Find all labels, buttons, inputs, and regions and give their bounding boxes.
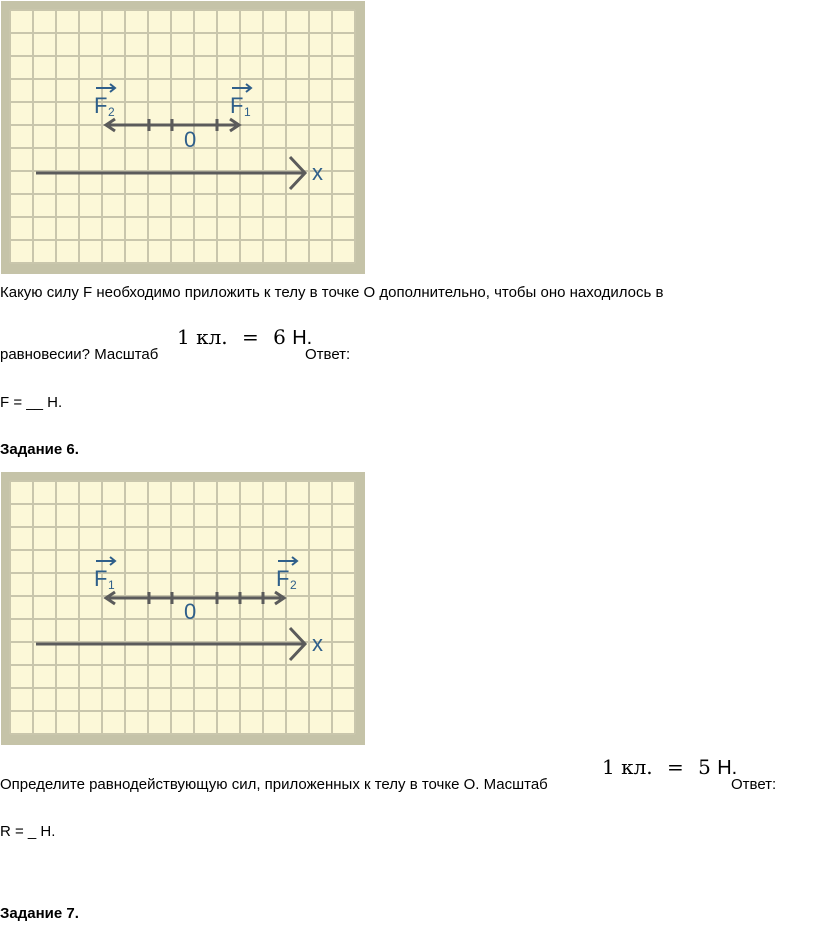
origin-label: 0: [184, 127, 197, 152]
task-6-question: Определите равнодействующую сил, приложенных к телу в точке O. Масштаб: [0, 776, 548, 793]
scale-number: 6: [273, 325, 286, 349]
diagram-background: [10, 481, 355, 734]
diagram-background: [10, 10, 355, 263]
scale-equals: =: [242, 325, 259, 349]
vector-left-index: 2: [108, 105, 115, 119]
vector-right-letter: F: [230, 93, 244, 118]
vector-right-letter: F: [276, 566, 290, 591]
answer-label-2: Ответ:: [731, 776, 777, 793]
scale-cell: 1 кл.: [177, 325, 228, 349]
force-diagram-1: [0, 0, 366, 275]
vector-left-index: 1: [108, 578, 115, 592]
force-diagram-1-svg: [0, 0, 366, 275]
question-5-text: Какую силу F необходимо приложить к телу в точке O дополнительно, чтобы оно находилось в: [0, 284, 664, 301]
answer-line-1: F = __ Н.: [0, 394, 63, 411]
task-6-heading: Задание 6.: [0, 441, 79, 458]
scale-formula-1: [177, 325, 312, 350]
force-diagram-2: [0, 471, 366, 746]
answer-line-2: R = _ Н.: [0, 823, 56, 840]
force-diagram-2-svg: [0, 471, 366, 746]
vector-left-letter: F: [94, 566, 108, 591]
task-7-heading: Задание 7.: [0, 905, 79, 922]
question-5-continuation: равновесии? Масштаб: [0, 346, 159, 363]
vector-left-letter: F: [94, 93, 108, 118]
axis-label: x: [312, 160, 323, 185]
scale-equals: =: [667, 755, 684, 779]
answer-label-1: Ответ:: [305, 346, 351, 363]
scale-cell: 1 кл.: [602, 755, 653, 779]
scale-unit: Н.: [292, 327, 313, 349]
scale-unit: Н.: [717, 757, 738, 779]
scale-number: 5: [698, 755, 711, 779]
vector-right-index: 2: [290, 578, 297, 592]
axis-label: x: [312, 631, 323, 656]
scale-formula-2: [602, 755, 737, 780]
vector-right-index: 1: [244, 105, 251, 119]
origin-label: 0: [184, 599, 197, 624]
